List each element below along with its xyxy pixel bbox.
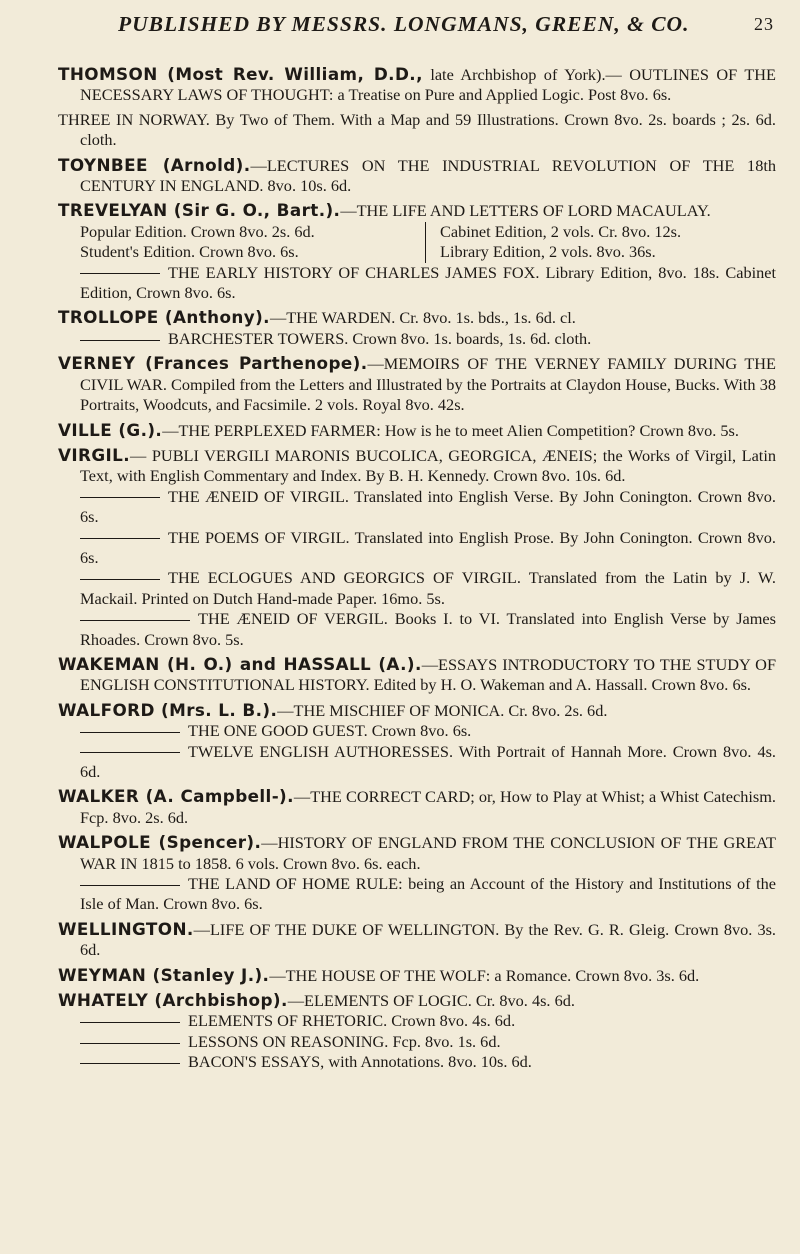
entry-text: — PUBLI VERGILI MARONIS BUCOLICA, GEORGICA, ÆNEIS; the Works of Virgil, Latin Text, with English Commentary and Index. By B. H. Kennedy. Crown 8vo. 10s. 6d. [80,445,776,486]
running-title: PUBLISHED BY MESSRS. LONGMANS, GREEN, & CO. [118,12,690,36]
entry-text: —MEMOIRS OF THE VERNEY FAMILY DURING THE CIVIL WAR. Compiled from the Letters and Illustrated by the Portraits at Claydon House, Bucks. With 38 Portraits, Woodcuts, and Facsimile. 2 vols. Royal 8vo. 42s. [80,354,776,415]
entry-toynbee [58,155,776,197]
author-name: WALPOLE (Spencer). [58,832,262,853]
entry-text: THREE IN NORWAY. By Two of Them. With a Map and 59 Illustrations. Crown 8vo. 2s. boards ; 2s. 6d. cloth. [58,109,776,150]
entry-wellington [58,919,776,961]
entry-text: —ESSAYS INTRODUCTORY TO THE STUDY OF ENGLISH CONSTITUTIONAL HISTORY. Edited by H. O. Wakeman and A. Hassall. Crown 8vo. 6s. [80,654,776,695]
author-name: TREVELYAN (Sir G. O., Bart.). [58,200,341,221]
author-name: WALFORD (Mrs. L. B.). [58,699,278,720]
entry-ville [58,420,776,441]
entry-text: —LECTURES ON THE INDUSTRIAL REVOLUTION OF THE 18th CENTURY IN ENGLAND. 8vo. 10s. 6d. [80,155,776,196]
author-name: THOMSON (Most Rev. William, D.D., [58,64,423,84]
ditto-rule [80,340,160,341]
ditto-rule [80,732,180,733]
sub-entry [58,487,776,528]
edition-line: Library Edition, 2 vols. 8vo. 36s. [440,242,656,262]
entry-text: THE ECLOGUES AND GEORGICS OF VIRGIL. Translated from the Latin by J. W. Mackail. Printed on Dutch Hand-made Paper. 16mo. 5s. [80,568,776,608]
entry-text: —THE HOUSE OF THE WOLF: a Romance. Crown 8vo. 3s. 6d. [269,965,700,985]
entry-three-in-norway [58,110,776,151]
page-number: 23 [754,14,774,34]
edition-line: Student's Edition. Crown 8vo. 6s. [80,242,299,262]
sub-entry [58,329,776,349]
entry-text: TWELVE ENGLISH AUTHORESSES. With Portrait of Hannah More. Crown 8vo. 4s. 6d. [80,741,776,781]
entry-text: —LIFE OF THE DUKE OF WELLINGTON. By the Rev. G. R. Gleig. Crown 8vo. 3s. 6d. [80,919,776,960]
entry-text: —ELEMENTS OF LOGIC. Cr. 8vo. 4s. 6d. [287,991,575,1011]
entry-text: THE LAND OF HOME RULE: being an Account of the History and Institutions of the Isle of Man. Crown 8vo. 6s. [80,874,776,914]
entry-walford [58,700,776,783]
author-name: VERNEY (Frances Parthenope). [58,353,368,374]
author-name: WEYMAN (Stanley J.). [58,964,270,985]
author-name: VIRGIL. [58,444,131,465]
ditto-rule [80,620,190,621]
entry-weyman [58,965,776,986]
ditto-rule [80,273,160,274]
entry-whately [58,990,776,1073]
entry-text: —THE CORRECT CARD; or, How to Play at Whist; a Whist Catechism. Fcp. 8vo. 2s. 6d. [80,787,776,827]
author-name: TOYNBEE (Arnold). [58,154,251,175]
entry-trevelyan [58,200,776,303]
sub-entry [58,721,776,741]
ditto-rule [80,1043,180,1044]
author-name: WALKER (A. Campbell-). [58,786,294,807]
entry-text: THE ÆNEID OF VERGIL. Books I. to VI. Translated into English Verse by James Rhoades. Crown 8vo. 5s. [80,609,776,649]
editions-right [426,222,681,263]
entry-trollope [58,307,776,349]
catalogue-list [58,64,776,1077]
entry-text: —THE LIFE AND LETTERS OF LORD MACAULAY. [340,201,711,221]
entry-text: THE ONE GOOD GUEST. Crown 8vo. 6s. [188,721,472,741]
editions-table [58,222,776,263]
entry-text: —THE MISCHIEF OF MONICA. Cr. 8vo. 2s. 6d. [277,700,608,720]
sub-entry [58,528,776,569]
entry-text: —THE WARDEN. Cr. 8vo. 1s. bds., 1s. 6d. cl. [269,308,576,328]
sub-entry [58,1032,776,1052]
author-name: VILLE (G.). [58,419,163,440]
author-name: TROLLOPE (Anthony). [58,307,270,328]
sub-entry [58,874,776,915]
entry-text: THE EARLY HISTORY OF CHARLES JAMES FOX. Library Edition, 8vo. 18s. Cabinet Edition, Crown 8vo. 6s. [80,262,776,303]
running-head [118,12,774,37]
ditto-rule [80,885,180,886]
entry-verney [58,353,776,415]
ditto-rule [80,538,160,539]
author-name: WHATELY (Archbishop). [58,990,288,1011]
edition-line: Popular Edition. Crown 8vo. 2s. 6d. [80,221,315,241]
author-name: WAKEMAN (H. O.) and HASSALL (A.). [58,653,422,674]
sub-entry [58,609,776,650]
entry-walpole [58,832,776,915]
sub-entry [58,742,776,783]
entry-wakeman-hassall [58,654,776,696]
entry-walker [58,786,776,828]
ditto-rule [80,497,160,498]
entry-text: —HISTORY OF ENGLAND FROM THE CONCLUSION OF THE GREAT WAR IN 1815 to 1858. 6 vols. Crown 8vo. 6s. each. [80,833,777,873]
edition-line: Cabinet Edition, 2 vols. Cr. 8vo. 12s. [440,221,682,241]
ditto-rule [80,1022,180,1023]
entry-text: BARCHESTER TOWERS. Crown 8vo. 1s. boards, 1s. 6d. cloth. [168,328,592,348]
sub-entry [58,1011,776,1031]
entry-text: ELEMENTS OF RHETORIC. Crown 8vo. 4s. 6d. [188,1011,516,1031]
entry-text: THE POEMS OF VIRGIL. Translated into English Prose. By John Conington. Crown 8vo. 6s. [80,527,776,567]
ditto-rule [80,579,160,580]
sub-entry [58,263,776,304]
entry-text: BACON'S ESSAYS, with Annotations. 8vo. 10s. 6d. [188,1052,532,1072]
entry-text: late Archbishop of York).— OUTLINES OF THE NECESSARY LAWS OF THOUGHT: a Treatise on Pure and Applied Logic. Post 8vo. 6s. [80,65,776,105]
author-name: WELLINGTON. [58,918,194,939]
ditto-rule [80,752,180,753]
entry-virgil [58,445,776,650]
entry-text: —THE PERPLEXED FARMER: How is he to meet Alien Competition? Crown 8vo. 5s. [162,420,739,440]
entry-text: THE ÆNEID OF VIRGIL. Translated into English Verse. By John Conington. Crown 8vo. 6s. [80,486,776,527]
editions-left [80,222,426,263]
entry-text: LESSONS ON REASONING. Fcp. 8vo. 1s. 6d. [188,1031,501,1051]
sub-entry [58,568,776,609]
sub-entry [58,1052,776,1072]
ditto-rule [80,1063,180,1064]
entry-thomson [58,64,776,106]
